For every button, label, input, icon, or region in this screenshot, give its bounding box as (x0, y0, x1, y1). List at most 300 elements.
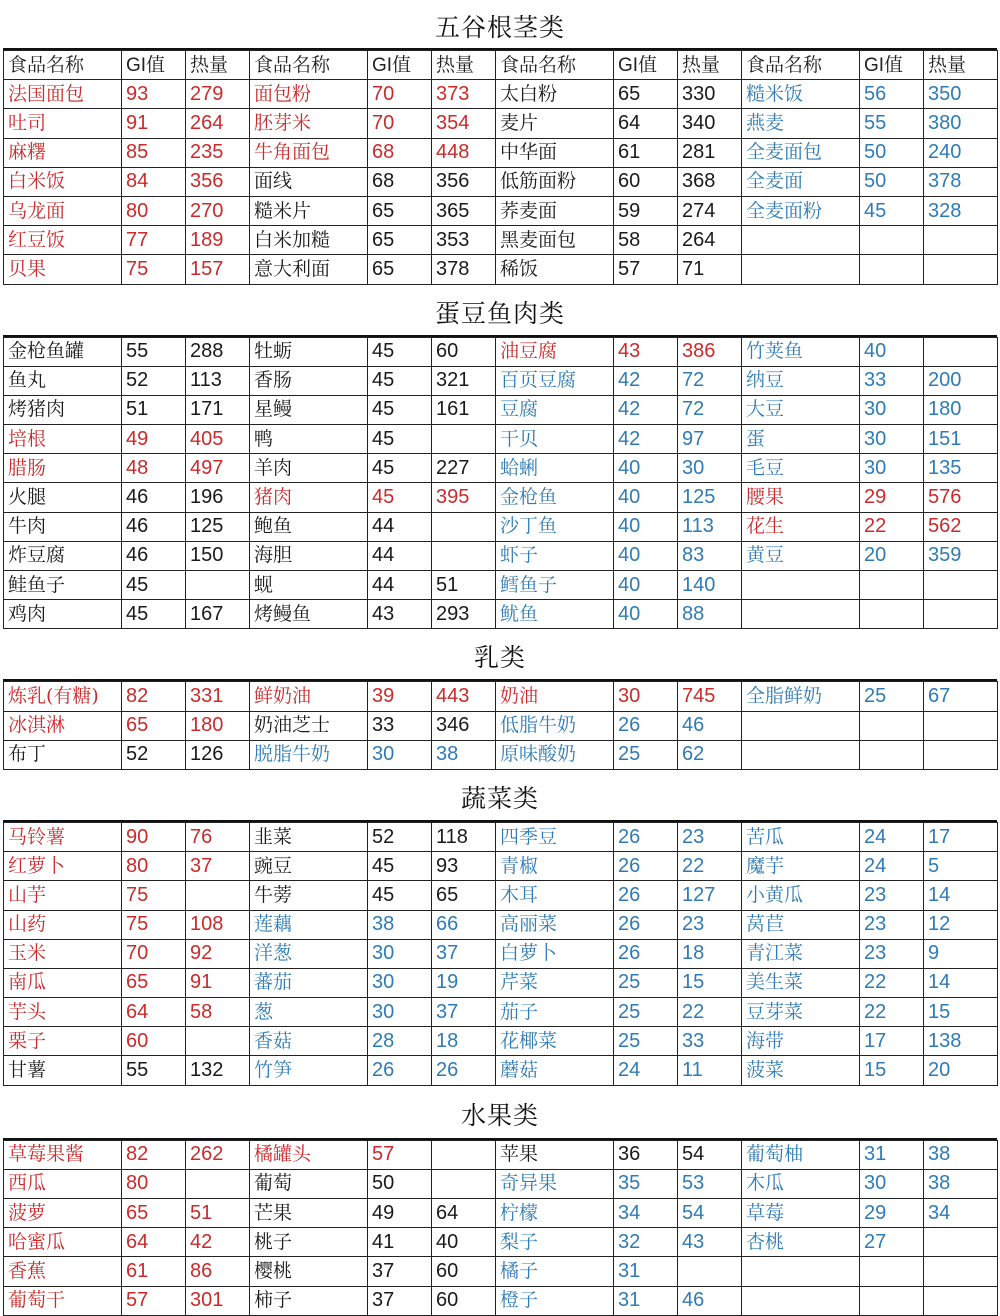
table-row (4, 80, 998, 109)
calories-cell: 60 (432, 1286, 496, 1315)
gi-value-cell: 22 (860, 968, 924, 997)
food-name-cell: 鲜奶油 (250, 682, 368, 711)
gi-value-cell: 24 (614, 1056, 678, 1085)
calories-cell (924, 1286, 998, 1315)
calories-cell: 448 (432, 138, 496, 167)
food-name-cell: 芋头 (4, 998, 122, 1027)
food-name-cell: 山药 (4, 910, 122, 939)
gi-food-table-page (3, 0, 997, 1316)
calories-cell: 365 (432, 196, 496, 225)
calories-cell: 26 (432, 1056, 496, 1085)
table-row (4, 740, 998, 769)
food-name-cell: 小黄瓜 (742, 881, 860, 910)
gi-value-cell: 45 (368, 337, 432, 366)
gi-value-cell: 45 (368, 366, 432, 395)
calories-cell: 37 (186, 852, 250, 881)
gi-value-cell: 77 (122, 226, 186, 255)
calories-cell: 189 (186, 226, 250, 255)
gi-value-cell: 70 (122, 939, 186, 968)
gi-value-cell: 43 (368, 600, 432, 629)
column-header-calories: 热量 (678, 51, 742, 80)
gi-value-cell: 65 (368, 226, 432, 255)
food-name-cell: 鲍鱼 (250, 512, 368, 541)
food-name-cell: 布丁 (4, 740, 122, 769)
calories-cell: 328 (924, 196, 998, 225)
calories-cell: 72 (678, 366, 742, 395)
gi-value-cell: 40 (614, 512, 678, 541)
gi-value-cell: 65 (122, 1199, 186, 1228)
calories-cell: 76 (186, 822, 250, 851)
calories-cell: 180 (924, 395, 998, 424)
food-name-cell: 茄子 (496, 998, 614, 1027)
gi-value-cell: 39 (368, 682, 432, 711)
food-name-cell: 竹荚鱼 (742, 337, 860, 366)
table-row (4, 512, 998, 541)
section-title: 蔬菜类 (3, 770, 997, 822)
table-row (4, 109, 998, 138)
calories-cell: 240 (924, 138, 998, 167)
calories-cell (924, 255, 998, 284)
section-title: 蛋豆鱼肉类 (3, 285, 997, 337)
food-name-cell: 栗子 (4, 1027, 122, 1056)
gi-value-cell (860, 1257, 924, 1286)
calories-cell: 46 (678, 1286, 742, 1315)
food-name-cell: 葡萄柚 (742, 1140, 860, 1169)
calories-cell: 15 (924, 998, 998, 1027)
gi-value-cell: 82 (122, 682, 186, 711)
table-row (4, 939, 998, 968)
gi-value-cell: 26 (614, 939, 678, 968)
calories-cell: 51 (432, 571, 496, 600)
gi-value-cell: 93 (122, 80, 186, 109)
calories-cell: 113 (186, 366, 250, 395)
column-header-name: 食品名称 (496, 51, 614, 80)
table-row (4, 968, 998, 997)
food-name-cell: 低脂牛奶 (496, 711, 614, 740)
calories-cell: 18 (432, 1027, 496, 1056)
calories-cell: 37 (432, 998, 496, 1027)
food-name-cell: 蛤蜊 (496, 454, 614, 483)
food-name-cell: 花椰菜 (496, 1027, 614, 1056)
calories-cell: 97 (678, 425, 742, 454)
column-header-name: 食品名称 (742, 51, 860, 80)
gi-value-cell: 45 (122, 600, 186, 629)
food-name-cell: 四季豆 (496, 822, 614, 851)
gi-value-cell: 26 (614, 910, 678, 939)
food-name-cell: 葡萄 (250, 1169, 368, 1198)
calories-cell: 46 (678, 711, 742, 740)
gi-value-cell: 61 (614, 138, 678, 167)
gi-value-cell: 75 (122, 910, 186, 939)
calories-cell: 200 (924, 366, 998, 395)
food-name-cell: 脱脂牛奶 (250, 740, 368, 769)
food-name-cell: 甘薯 (4, 1056, 122, 1085)
gi-value-cell: 50 (368, 1169, 432, 1198)
food-name-cell: 菠菜 (742, 1056, 860, 1085)
calories-cell: 118 (432, 822, 496, 851)
gi-value-cell: 52 (122, 366, 186, 395)
table-row (4, 822, 998, 851)
gi-value-cell: 30 (368, 998, 432, 1027)
gi-value-cell: 44 (368, 571, 432, 600)
section-title: 水果类 (3, 1086, 997, 1140)
calories-cell: 138 (924, 1027, 998, 1056)
calories-cell: 53 (678, 1169, 742, 1198)
gi-value-cell: 45 (368, 852, 432, 881)
calories-cell: 378 (432, 255, 496, 284)
gi-value-cell: 46 (122, 483, 186, 512)
food-name-cell: 山芋 (4, 881, 122, 910)
gi-value-cell: 48 (122, 454, 186, 483)
calories-cell: 330 (678, 80, 742, 109)
calories-cell: 356 (432, 167, 496, 196)
food-name-cell: 黄豆 (742, 541, 860, 570)
gi-value-cell: 36 (614, 1140, 678, 1169)
food-table (3, 337, 998, 630)
food-table (3, 1140, 998, 1316)
food-name-cell: 鸭 (250, 425, 368, 454)
calories-cell: 23 (678, 822, 742, 851)
calories-cell: 262 (186, 1140, 250, 1169)
food-name-cell: 蕃茄 (250, 968, 368, 997)
calories-cell: 108 (186, 910, 250, 939)
gi-value-cell: 46 (122, 512, 186, 541)
gi-value-cell: 58 (614, 226, 678, 255)
food-name-cell: 牡蛎 (250, 337, 368, 366)
food-name-cell: 贝果 (4, 255, 122, 284)
gi-value-cell: 31 (614, 1257, 678, 1286)
food-name-cell: 蚬 (250, 571, 368, 600)
food-name-cell: 花生 (742, 512, 860, 541)
gi-value-cell: 65 (368, 196, 432, 225)
calories-cell: 150 (186, 541, 250, 570)
table-row (4, 425, 998, 454)
calories-cell: 5 (924, 852, 998, 881)
calories-cell: 20 (924, 1056, 998, 1085)
calories-cell: 12 (924, 910, 998, 939)
food-name-cell: 百页豆腐 (496, 366, 614, 395)
food-name-cell: 腰果 (742, 483, 860, 512)
gi-value-cell: 32 (614, 1228, 678, 1257)
calories-cell (432, 512, 496, 541)
table-row (4, 881, 998, 910)
gi-value-cell (860, 740, 924, 769)
food-name-cell: 炼乳(有糖) (4, 682, 122, 711)
table-row (4, 138, 998, 167)
calories-cell: 274 (678, 196, 742, 225)
calories-cell (924, 571, 998, 600)
food-name-cell: 麦片 (496, 109, 614, 138)
gi-value-cell: 23 (860, 881, 924, 910)
gi-value-cell: 25 (860, 682, 924, 711)
food-name-cell: 糙米片 (250, 196, 368, 225)
calories-cell: 40 (432, 1228, 496, 1257)
gi-value-cell: 42 (614, 366, 678, 395)
calories-cell: 340 (678, 109, 742, 138)
food-name-cell: 香蕉 (4, 1257, 122, 1286)
food-name-cell: 鸡肉 (4, 600, 122, 629)
calories-cell (432, 1140, 496, 1169)
food-name-cell: 豌豆 (250, 852, 368, 881)
table-row (4, 366, 998, 395)
calories-cell: 14 (924, 881, 998, 910)
gi-value-cell: 82 (122, 1140, 186, 1169)
calories-cell: 368 (678, 167, 742, 196)
gi-value-cell: 90 (122, 822, 186, 851)
food-name-cell: 沙丁鱼 (496, 512, 614, 541)
food-name-cell: 白萝卜 (496, 939, 614, 968)
gi-value-cell: 61 (122, 1257, 186, 1286)
calories-cell (924, 337, 998, 366)
food-name-cell: 胚芽米 (250, 109, 368, 138)
gi-value-cell: 30 (368, 968, 432, 997)
gi-value-cell: 68 (368, 167, 432, 196)
calories-cell: 301 (186, 1286, 250, 1315)
gi-value-cell: 25 (614, 1027, 678, 1056)
table-row (4, 1286, 998, 1315)
calories-cell: 88 (678, 600, 742, 629)
calories-cell: 19 (432, 968, 496, 997)
calories-cell: 227 (432, 454, 496, 483)
calories-cell: 93 (432, 852, 496, 881)
gi-value-cell: 68 (368, 138, 432, 167)
gi-value-cell: 20 (860, 541, 924, 570)
food-name-cell (742, 1257, 860, 1286)
calories-cell: 331 (186, 682, 250, 711)
calories-cell: 346 (432, 711, 496, 740)
food-name-cell: 太白粉 (496, 80, 614, 109)
gi-value-cell (860, 711, 924, 740)
calories-cell: 443 (432, 682, 496, 711)
calories-cell: 235 (186, 138, 250, 167)
gi-value-cell: 43 (614, 337, 678, 366)
food-name-cell: 纳豆 (742, 366, 860, 395)
food-name-cell: 南瓜 (4, 968, 122, 997)
calories-cell (924, 1257, 998, 1286)
calories-cell: 14 (924, 968, 998, 997)
food-name-cell: 中华面 (496, 138, 614, 167)
food-name-cell: 菠萝 (4, 1199, 122, 1228)
gi-value-cell: 45 (860, 196, 924, 225)
table-row (4, 337, 998, 366)
food-name-cell: 金枪鱼罐 (4, 337, 122, 366)
gi-value-cell (860, 1286, 924, 1315)
calories-cell: 33 (678, 1027, 742, 1056)
food-name-cell: 全麦面 (742, 167, 860, 196)
calories-cell: 18 (678, 939, 742, 968)
section-title: 五谷根茎类 (3, 0, 997, 50)
gi-value-cell (860, 600, 924, 629)
table-row (4, 395, 998, 424)
calories-cell: 125 (186, 512, 250, 541)
gi-value-cell: 65 (122, 711, 186, 740)
food-name-cell: 猪肉 (250, 483, 368, 512)
gi-value-cell: 80 (122, 1169, 186, 1198)
food-name-cell: 橙子 (496, 1286, 614, 1315)
food-name-cell: 葱 (250, 998, 368, 1027)
gi-value-cell: 45 (368, 454, 432, 483)
gi-value-cell: 80 (122, 852, 186, 881)
calories-cell: 58 (186, 998, 250, 1027)
food-name-cell: 全脂鲜奶 (742, 682, 860, 711)
food-name-cell: 蘑菇 (496, 1056, 614, 1085)
calories-cell (186, 1169, 250, 1198)
column-header-calories: 热量 (924, 51, 998, 80)
column-header-gi: GI值 (614, 51, 678, 80)
food-name-cell: 鳕鱼子 (496, 571, 614, 600)
food-name-cell: 蛋 (742, 425, 860, 454)
calories-cell: 378 (924, 167, 998, 196)
food-name-cell: 西瓜 (4, 1169, 122, 1198)
gi-value-cell: 24 (860, 822, 924, 851)
food-name-cell: 面线 (250, 167, 368, 196)
food-name-cell: 荞麦面 (496, 196, 614, 225)
gi-value-cell: 84 (122, 167, 186, 196)
calories-cell: 54 (678, 1140, 742, 1169)
gi-value-cell: 42 (614, 425, 678, 454)
food-name-cell: 鲑鱼子 (4, 571, 122, 600)
gi-value-cell: 25 (614, 968, 678, 997)
food-name-cell (742, 226, 860, 255)
food-name-cell: 牛角面包 (250, 138, 368, 167)
gi-value-cell: 23 (860, 910, 924, 939)
gi-value-cell: 30 (860, 425, 924, 454)
food-name-cell: 奶油芝士 (250, 711, 368, 740)
table-row (4, 571, 998, 600)
gi-value-cell: 26 (368, 1056, 432, 1085)
table-row (4, 541, 998, 570)
gi-value-cell: 30 (860, 454, 924, 483)
food-name-cell: 吐司 (4, 109, 122, 138)
gi-value-cell: 42 (614, 395, 678, 424)
table-row (4, 226, 998, 255)
calories-cell: 140 (678, 571, 742, 600)
food-name-cell (742, 711, 860, 740)
table-row (4, 167, 998, 196)
food-name-cell: 全麦面粉 (742, 196, 860, 225)
gi-value-cell: 25 (614, 740, 678, 769)
gi-value-cell: 30 (368, 740, 432, 769)
gi-value-cell: 57 (122, 1286, 186, 1315)
calories-cell: 279 (186, 80, 250, 109)
food-name-cell: 虾子 (496, 541, 614, 570)
calories-cell: 386 (678, 337, 742, 366)
gi-value-cell: 44 (368, 541, 432, 570)
calories-cell: 497 (186, 454, 250, 483)
gi-value-cell: 55 (122, 337, 186, 366)
food-name-cell: 樱桃 (250, 1257, 368, 1286)
food-name-cell (742, 740, 860, 769)
food-name-cell: 杏桃 (742, 1228, 860, 1257)
calories-cell (924, 226, 998, 255)
gi-value-cell (860, 255, 924, 284)
food-name-cell: 芒果 (250, 1199, 368, 1228)
food-name-cell: 马铃薯 (4, 822, 122, 851)
food-name-cell: 白米饭 (4, 167, 122, 196)
calories-cell: 38 (924, 1169, 998, 1198)
calories-cell: 356 (186, 167, 250, 196)
calories-cell (432, 541, 496, 570)
gi-value-cell: 41 (368, 1228, 432, 1257)
calories-cell: 67 (924, 682, 998, 711)
table-row (4, 454, 998, 483)
gi-value-cell: 55 (122, 1056, 186, 1085)
calories-cell: 15 (678, 968, 742, 997)
food-name-cell: 干贝 (496, 425, 614, 454)
food-name-cell: 腊肠 (4, 454, 122, 483)
gi-value-cell: 38 (368, 910, 432, 939)
calories-cell: 180 (186, 711, 250, 740)
food-name-cell: 白米加糙 (250, 226, 368, 255)
gi-value-cell: 57 (368, 1140, 432, 1169)
food-name-cell: 香菇 (250, 1027, 368, 1056)
gi-value-cell: 45 (368, 483, 432, 512)
calories-cell (924, 600, 998, 629)
table-row (4, 483, 998, 512)
food-name-cell: 牛蒡 (250, 881, 368, 910)
food-name-cell: 莴苣 (742, 910, 860, 939)
food-name-cell: 烤猪肉 (4, 395, 122, 424)
table-row (4, 1228, 998, 1257)
column-header-calories: 热量 (432, 51, 496, 80)
gi-value-cell: 22 (860, 998, 924, 1027)
food-name-cell: 油豆腐 (496, 337, 614, 366)
gi-value-cell: 45 (368, 881, 432, 910)
gi-value-cell (860, 571, 924, 600)
calories-cell: 22 (678, 852, 742, 881)
gi-value-cell: 30 (368, 939, 432, 968)
column-header-gi: GI值 (860, 51, 924, 80)
gi-value-cell: 40 (614, 454, 678, 483)
gi-value-cell: 17 (860, 1027, 924, 1056)
gi-value-cell: 52 (368, 822, 432, 851)
calories-cell: 151 (924, 425, 998, 454)
calories-cell: 745 (678, 682, 742, 711)
food-name-cell: 意大利面 (250, 255, 368, 284)
gi-value-cell: 70 (368, 80, 432, 109)
gi-value-cell: 45 (122, 571, 186, 600)
calories-cell: 373 (432, 80, 496, 109)
food-name-cell: 奇异果 (496, 1169, 614, 1198)
gi-value-cell: 91 (122, 109, 186, 138)
food-name-cell: 鱿鱼 (496, 600, 614, 629)
calories-cell: 576 (924, 483, 998, 512)
calories-cell: 62 (678, 740, 742, 769)
calories-cell: 405 (186, 425, 250, 454)
food-name-cell: 羊肉 (250, 454, 368, 483)
food-name-cell: 柠檬 (496, 1199, 614, 1228)
gi-value-cell: 37 (368, 1257, 432, 1286)
calories-cell: 113 (678, 512, 742, 541)
food-name-cell: 豆芽菜 (742, 998, 860, 1027)
calories-cell (432, 425, 496, 454)
calories-cell: 30 (678, 454, 742, 483)
column-header-name: 食品名称 (250, 51, 368, 80)
gi-value-cell: 30 (860, 395, 924, 424)
food-name-cell: 面包粉 (250, 80, 368, 109)
food-name-cell: 韭菜 (250, 822, 368, 851)
food-name-cell: 低筋面粉 (496, 167, 614, 196)
calories-cell: 350 (924, 80, 998, 109)
table-row (4, 1056, 998, 1085)
food-name-cell: 芹菜 (496, 968, 614, 997)
calories-cell: 353 (432, 226, 496, 255)
food-name-cell: 红豆饭 (4, 226, 122, 255)
section-title: 乳类 (3, 629, 997, 681)
food-name-cell: 魔芋 (742, 852, 860, 881)
food-name-cell: 麻糬 (4, 138, 122, 167)
table-row (4, 1169, 998, 1198)
